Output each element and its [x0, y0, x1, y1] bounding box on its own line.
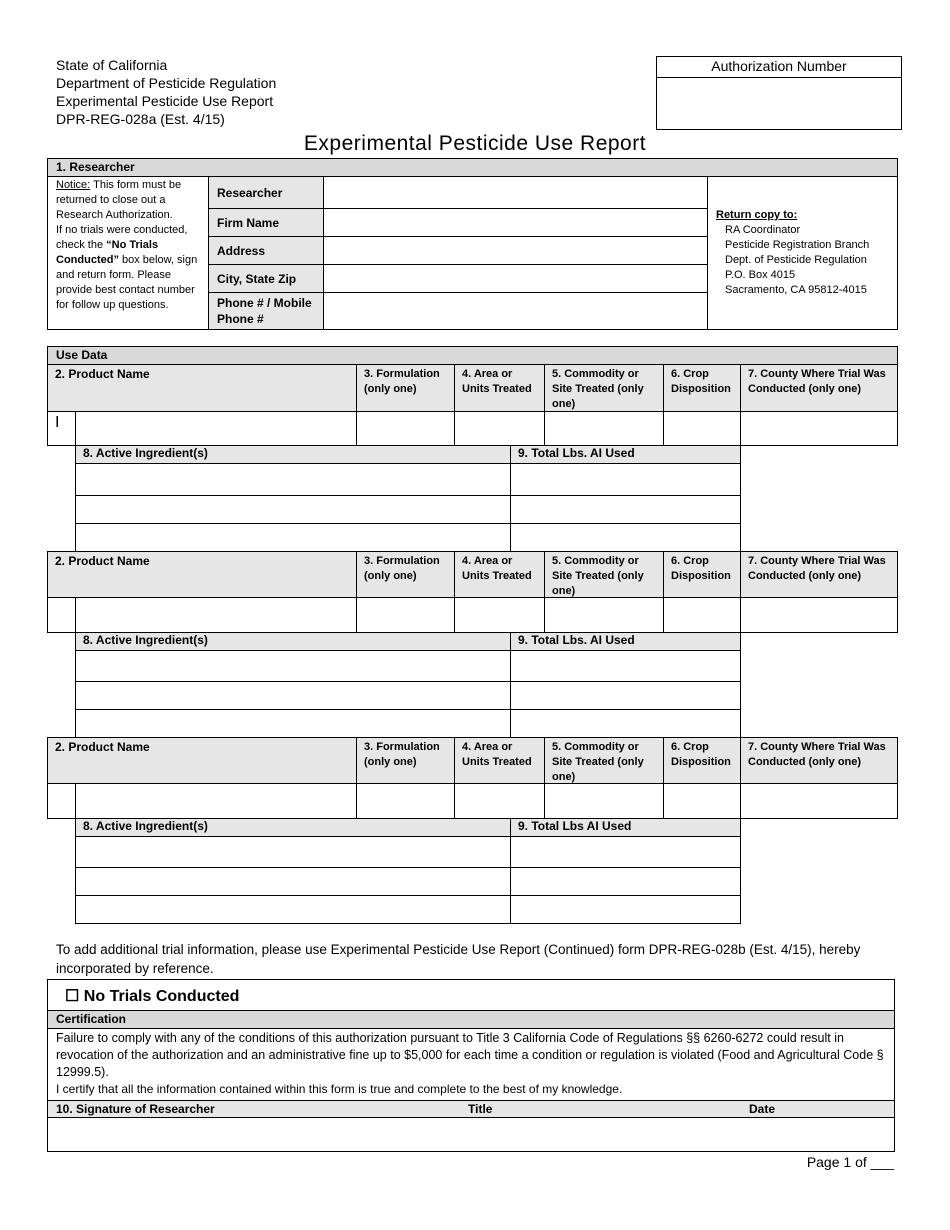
notice-label: Notice: — [56, 179, 91, 191]
total-lbs-input[interactable] — [510, 867, 741, 896]
total-lbs-input[interactable] — [510, 709, 741, 738]
no-trials-checkbox[interactable]: ☐ — [65, 988, 80, 1005]
phone-label: Phone # / Mobile Phone # — [208, 292, 324, 330]
total-lbs-input[interactable] — [510, 895, 741, 924]
page-number: Page 1 of ___ — [806, 1154, 894, 1170]
total-lbs-input[interactable] — [510, 523, 741, 552]
formulation-input[interactable] — [356, 597, 455, 633]
date-label: Date — [749, 1102, 776, 1116]
authorization-number-box — [656, 56, 902, 130]
commodity-header: 5. Commodity or Site Treated (only one) — [544, 364, 664, 412]
return-address — [716, 208, 896, 298]
signature-header-row — [47, 1100, 895, 1118]
active-ingredient-input[interactable] — [75, 463, 511, 496]
city-state-zip-input[interactable] — [323, 264, 708, 293]
active-ingredient-input[interactable] — [75, 709, 511, 738]
certification-header: Certification — [47, 1010, 895, 1029]
area-treated-input[interactable] — [454, 783, 545, 819]
crop-disposition-header: 6. Crop Disposition — [663, 551, 741, 598]
row-marker — [47, 597, 76, 633]
return-line-3: Dept. of Pesticide Regulation — [725, 254, 867, 266]
researcher-label: Researcher — [208, 176, 324, 209]
commodity-input[interactable] — [544, 411, 664, 446]
return-copy-label: Return copy to: — [716, 209, 798, 221]
area-treated-input[interactable] — [454, 411, 545, 446]
commodity-header: 5. Commodity or Site Treated (only one) — [544, 551, 664, 598]
page-title: Experimental Pesticide Use Report — [303, 132, 647, 155]
county-input[interactable] — [740, 411, 898, 446]
total-lbs-header: 9. Total Lbs AI Used — [510, 818, 741, 837]
formulation-header: 3. Formulation (only one) — [356, 364, 455, 412]
active-ingredient-input[interactable] — [75, 867, 511, 896]
formulation-header: 3. Formulation (only one) — [356, 737, 455, 784]
form-number: DPR-REG-028a (Est. 4/15) — [56, 111, 225, 127]
county-header: 7. County Where Trial Was Conducted (only one) — [740, 737, 898, 784]
active-ingredient-input[interactable] — [75, 895, 511, 924]
area-treated-header: 4. Area or Units Treated — [454, 551, 545, 598]
area-treated-input[interactable] — [454, 597, 545, 633]
formulation-header: 3. Formulation (only one) — [356, 551, 455, 598]
return-line-4: P.O. Box 4015 — [725, 269, 796, 281]
active-ingredient-input[interactable] — [75, 495, 511, 524]
county-header: 7. County Where Trial Was Conducted (only one) — [740, 551, 898, 598]
firm-name-input[interactable] — [323, 208, 708, 237]
total-lbs-header: 9. Total Lbs. AI Used — [510, 445, 741, 464]
commodity-input[interactable] — [544, 783, 664, 819]
active-ingredient-input[interactable] — [75, 523, 511, 552]
area-treated-header: 4. Area or Units Treated — [454, 737, 545, 784]
notice-part-2: If no trials were conducted, check the — [56, 224, 188, 251]
address-label: Address — [208, 236, 324, 265]
certify-statement: I certify that all the information contained within this form is true and complete to the best of my knowledge. — [56, 1082, 623, 1096]
crop-disposition-input[interactable] — [663, 411, 741, 446]
active-ingredient-header: 8. Active Ingredient(s) — [75, 632, 511, 651]
county-input[interactable] — [740, 597, 898, 633]
formulation-input[interactable] — [356, 783, 455, 819]
agency-line-2: Department of Pesticide Regulation — [56, 75, 277, 91]
use-data-header: Use Data — [47, 346, 898, 365]
area-treated-header: 4. Area or Units Treated — [454, 364, 545, 412]
crop-disposition-header: 6. Crop Disposition — [663, 737, 741, 784]
product-name-header: 2. Product Name — [47, 364, 357, 412]
product-name-header: 2. Product Name — [47, 551, 357, 598]
commodity-input[interactable] — [544, 597, 664, 633]
crop-disposition-input[interactable] — [663, 597, 741, 633]
active-ingredient-input[interactable] — [75, 681, 511, 710]
return-line-1: RA Coordinator — [725, 224, 801, 236]
certification-body — [47, 1028, 895, 1101]
authorization-number-field[interactable] — [657, 78, 901, 130]
no-trials-row — [47, 979, 895, 1011]
researcher-input[interactable] — [323, 176, 708, 209]
signature-label: 10. Signature of Researcher — [56, 1102, 215, 1116]
authorization-number-label: Authorization Number — [657, 57, 901, 78]
return-line-5: Sacramento, CA 95812-4015 — [725, 284, 867, 296]
agency-line-3: Experimental Pesticide Use Report — [56, 93, 274, 109]
notice-part-1: This form must be returned to close out a Research Authorization. — [56, 179, 182, 221]
total-lbs-input[interactable] — [510, 463, 741, 496]
crop-disposition-input[interactable] — [663, 783, 741, 819]
total-lbs-input[interactable] — [510, 681, 741, 710]
additional-info-text: To add additional trial information, please use Experimental Pesticide Use Report (Continued) form DPR-REG-028b (Est. 4/15), hereby incorporated by reference. — [56, 942, 861, 976]
product-name-input[interactable] — [75, 783, 357, 819]
notice-part-3: box below, sign and return form. Please provide best contact number for follow up questions. — [56, 254, 198, 311]
county-input[interactable] — [740, 783, 898, 819]
agency-line-1: State of California — [56, 57, 168, 73]
address-input[interactable] — [323, 236, 708, 265]
total-lbs-input[interactable] — [510, 836, 741, 868]
notice-no-trials: “No Trials Conducted” — [56, 239, 159, 266]
signature-field[interactable] — [47, 1117, 895, 1152]
product-name-input[interactable] — [75, 597, 357, 633]
formulation-input[interactable] — [356, 411, 455, 446]
active-ingredient-header: 8. Active Ingredient(s) — [75, 445, 511, 464]
researcher-section-header: 1. Researcher — [47, 158, 898, 177]
row-marker: I — [47, 411, 76, 446]
commodity-header: 5. Commodity or Site Treated (only one) — [544, 737, 664, 784]
city-state-zip-label: City, State Zip — [208, 264, 324, 293]
return-line-2: Pesticide Registration Branch — [725, 239, 870, 251]
notice-text — [56, 178, 204, 313]
firm-name-label: Firm Name — [208, 208, 324, 237]
crop-disposition-header: 6. Crop Disposition — [663, 364, 741, 412]
total-lbs-input[interactable] — [510, 495, 741, 524]
title-label: Title — [468, 1102, 493, 1116]
total-lbs-header: 9. Total Lbs. AI Used — [510, 632, 741, 651]
certification-text: Failure to comply with any of the conditions of this authorization pursuant to Title 3 California Code of Regulations §§ 6260-6272 could result in revocation of the authorization and an administrative fine up to $5,000 for each time a condition or regulation is violated (Food and Agricultural Code § 12999.5). — [56, 1031, 884, 1079]
total-lbs-input[interactable] — [510, 650, 741, 682]
county-header: 7. County Where Trial Was Conducted (only one) — [740, 364, 898, 412]
active-ingredient-header: 8. Active Ingredient(s) — [75, 818, 511, 837]
phone-input[interactable] — [323, 292, 708, 330]
no-trials-label: No Trials Conducted — [83, 988, 240, 1005]
product-name-input[interactable] — [75, 411, 357, 446]
product-name-header: 2. Product Name — [47, 737, 357, 784]
active-ingredient-input[interactable] — [75, 650, 511, 682]
row-marker — [47, 783, 76, 819]
active-ingredient-input[interactable] — [75, 836, 511, 868]
